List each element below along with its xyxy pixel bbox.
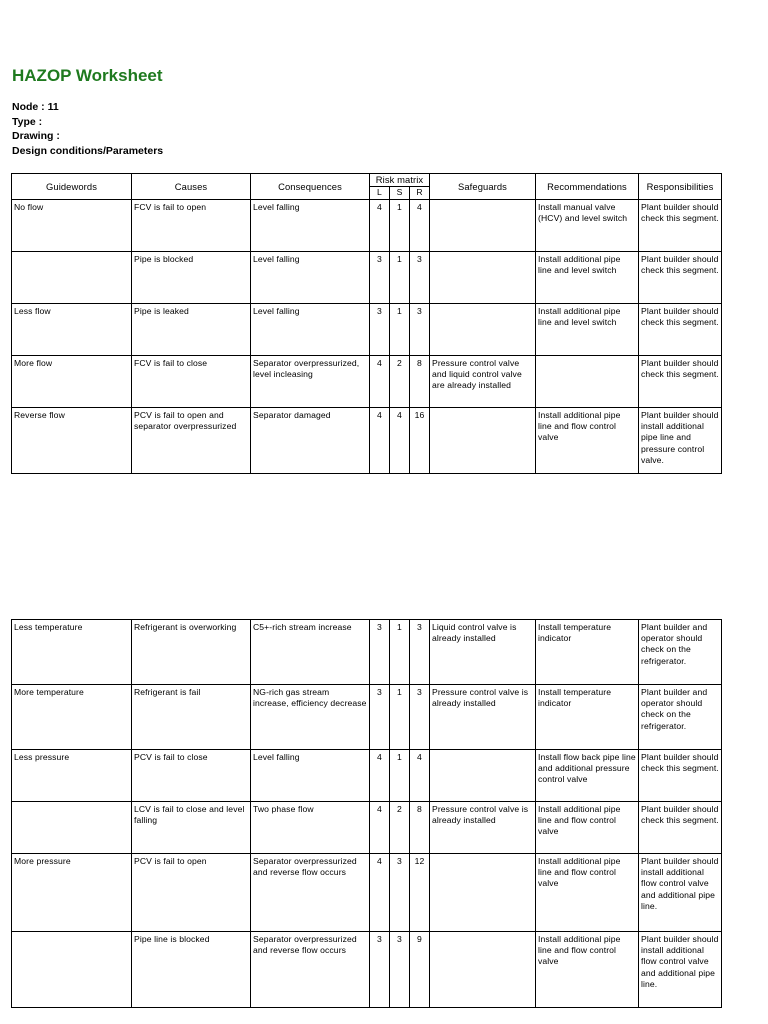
s-cell: 2 xyxy=(390,356,410,408)
s-cell: 1 xyxy=(390,620,410,685)
recommendation-cell: Install additional pipe line and flow control valve xyxy=(536,408,639,474)
type-label: Type : xyxy=(12,115,43,128)
consequence-cell: Separator overpressurized and reverse flow occurs xyxy=(251,854,370,932)
page-title: HAZOP Worksheet xyxy=(12,66,163,85)
guideword-cell xyxy=(12,802,132,854)
table-row xyxy=(12,750,722,802)
consequence-cell: Level falling xyxy=(251,200,370,252)
guideword-cell: Less pressure xyxy=(12,750,132,802)
s-cell: 1 xyxy=(390,750,410,802)
r-cell: 8 xyxy=(410,356,430,408)
r-cell: 9 xyxy=(410,932,430,1008)
recommendation-cell: Install additional pipe line and flow control valve xyxy=(536,932,639,1008)
recommendation-cell: Install additional pipe line and level switch xyxy=(536,252,639,304)
recommendation-cell: Install temperature indicator xyxy=(536,685,639,750)
design-conditions-label: Design conditions/Parameters xyxy=(12,144,164,157)
l-cell: 3 xyxy=(370,685,390,750)
safeguard-cell xyxy=(430,252,536,304)
header-risk-matrix: Risk matrix xyxy=(370,174,430,187)
l-cell: 3 xyxy=(370,620,390,685)
s-cell: 1 xyxy=(390,685,410,750)
safeguard-cell xyxy=(430,750,536,802)
consequence-cell: Level falling xyxy=(251,304,370,356)
cause-cell: Refrigerant is fail xyxy=(132,685,251,750)
responsibility-cell: Plant builder should install additional pipe line and pressure control valve. xyxy=(639,408,722,474)
safeguard-cell: Pressure control valve and liquid control valve are already installed xyxy=(430,356,536,408)
safeguard-cell xyxy=(430,200,536,252)
r-cell: 16 xyxy=(410,408,430,474)
r-cell: 4 xyxy=(410,750,430,802)
consequence-cell: Separator damaged xyxy=(251,408,370,474)
s-cell: 1 xyxy=(390,304,410,356)
guideword-cell: More flow xyxy=(12,356,132,408)
r-cell: 12 xyxy=(410,854,430,932)
drawing-label: Drawing : xyxy=(12,130,60,142)
cause-cell: Pipe is leaked xyxy=(132,304,251,356)
hazop-table-2 xyxy=(11,619,722,1008)
cause-cell: Pipe is blocked xyxy=(132,252,251,304)
header-causes: Causes xyxy=(132,174,251,200)
l-cell: 4 xyxy=(370,356,390,408)
recommendation-cell: Install additional pipe line and level switch xyxy=(536,304,639,356)
responsibility-cell: Plant builder should check this segment. xyxy=(639,356,722,408)
guideword-cell xyxy=(12,932,132,1008)
s-cell: 1 xyxy=(390,252,410,304)
table-row xyxy=(12,356,722,408)
l-cell: 4 xyxy=(370,750,390,802)
responsibility-cell: Plant builder and operator should check on the refrigerator. xyxy=(639,620,722,685)
node-meta xyxy=(12,100,163,158)
safeguard-cell: Liquid control valve is already installed xyxy=(430,620,536,685)
hazop-table-1 xyxy=(11,173,722,474)
cause-cell: FCV is fail to close xyxy=(132,356,251,408)
guideword-cell: More temperature xyxy=(12,685,132,750)
l-cell: 3 xyxy=(370,932,390,1008)
r-cell: 3 xyxy=(410,304,430,356)
header-s: S xyxy=(390,187,410,200)
cause-cell: FCV is fail to open xyxy=(132,200,251,252)
cause-cell: Refrigerant is overworking xyxy=(132,620,251,685)
consequence-cell: NG-rich gas stream increase, efficiency decrease xyxy=(251,685,370,750)
l-cell: 3 xyxy=(370,304,390,356)
consequence-cell: Separator overpressurized, level incleasing xyxy=(251,356,370,408)
s-cell: 3 xyxy=(390,854,410,932)
responsibility-cell: Plant builder should check this segment. xyxy=(639,200,722,252)
responsibility-cell: Plant builder and operator should check on the refrigerator. xyxy=(639,685,722,750)
table-row xyxy=(12,620,722,685)
consequence-cell: Level falling xyxy=(251,750,370,802)
safeguard-cell: Pressure control valve is already installed xyxy=(430,802,536,854)
s-cell: 1 xyxy=(390,200,410,252)
header-consequences: Consequences xyxy=(251,174,370,200)
table-row xyxy=(12,252,722,304)
cause-cell: LCV is fail to close and level falling xyxy=(132,802,251,854)
consequence-cell: Separator overpressurized and reverse flow occurs xyxy=(251,932,370,1008)
table-row xyxy=(12,304,722,356)
s-cell: 4 xyxy=(390,408,410,474)
r-cell: 3 xyxy=(410,620,430,685)
cause-cell: Pipe line is blocked xyxy=(132,932,251,1008)
recommendation-cell: Install flow back pipe line and additional pressure control valve xyxy=(536,750,639,802)
table-row xyxy=(12,932,722,1008)
s-cell: 2 xyxy=(390,802,410,854)
responsibility-cell: Plant builder should check this segment. xyxy=(639,252,722,304)
guideword-cell: Reverse flow xyxy=(12,408,132,474)
table-row xyxy=(12,802,722,854)
guideword-cell: Less flow xyxy=(12,304,132,356)
l-cell: 4 xyxy=(370,854,390,932)
r-cell: 3 xyxy=(410,685,430,750)
table-row xyxy=(12,685,722,750)
guideword-cell xyxy=(12,252,132,304)
recommendation-cell: Install additional pipe line and flow control valve xyxy=(536,854,639,932)
recommendation-cell: Install manual valve (HCV) and level switch xyxy=(536,200,639,252)
l-cell: 4 xyxy=(370,200,390,252)
responsibility-cell: Plant builder should install additional flow control valve and additional pipe line. xyxy=(639,854,722,932)
s-cell: 3 xyxy=(390,932,410,1008)
header-guidewords: Guidewords xyxy=(12,174,132,200)
header-responsibilities: Responsibilities xyxy=(639,174,722,200)
r-cell: 3 xyxy=(410,252,430,304)
header-l: L xyxy=(370,187,390,200)
header-r: R xyxy=(410,187,430,200)
node-label: Node : 11 xyxy=(12,101,59,113)
table-row xyxy=(12,200,722,252)
cause-cell: PCV is fail to open and separator overpressurized xyxy=(132,408,251,474)
safeguard-cell xyxy=(430,304,536,356)
cause-cell: PCV is fail to close xyxy=(132,750,251,802)
recommendation-cell xyxy=(536,356,639,408)
header-safeguards: Safeguards xyxy=(430,174,536,200)
responsibility-cell: Plant builder should check this segment. xyxy=(639,304,722,356)
responsibility-cell: Plant builder should check this segment. xyxy=(639,750,722,802)
header-recommendations: Recommendations xyxy=(536,174,639,200)
l-cell: 4 xyxy=(370,408,390,474)
table-row xyxy=(12,854,722,932)
guideword-cell: No flow xyxy=(12,200,132,252)
r-cell: 4 xyxy=(410,200,430,252)
recommendation-cell: Install temperature indicator xyxy=(536,620,639,685)
responsibility-cell: Plant builder should install additional flow control valve and additional pipe line. xyxy=(639,932,722,1008)
safeguard-cell xyxy=(430,408,536,474)
safeguard-cell xyxy=(430,932,536,1008)
guideword-cell: More pressure xyxy=(12,854,132,932)
r-cell: 8 xyxy=(410,802,430,854)
consequence-cell: C5+-rich stream increase xyxy=(251,620,370,685)
safeguard-cell: Pressure control valve is already installed xyxy=(430,685,536,750)
l-cell: 3 xyxy=(370,252,390,304)
guideword-cell: Less temperature xyxy=(12,620,132,685)
table-row xyxy=(12,408,722,474)
consequence-cell: Level falling xyxy=(251,252,370,304)
consequence-cell: Two phase flow xyxy=(251,802,370,854)
l-cell: 4 xyxy=(370,802,390,854)
responsibility-cell: Plant builder should check this segment. xyxy=(639,802,722,854)
safeguard-cell xyxy=(430,854,536,932)
cause-cell: PCV is fail to open xyxy=(132,854,251,932)
recommendation-cell: Install additional pipe line and flow control valve xyxy=(536,802,639,854)
